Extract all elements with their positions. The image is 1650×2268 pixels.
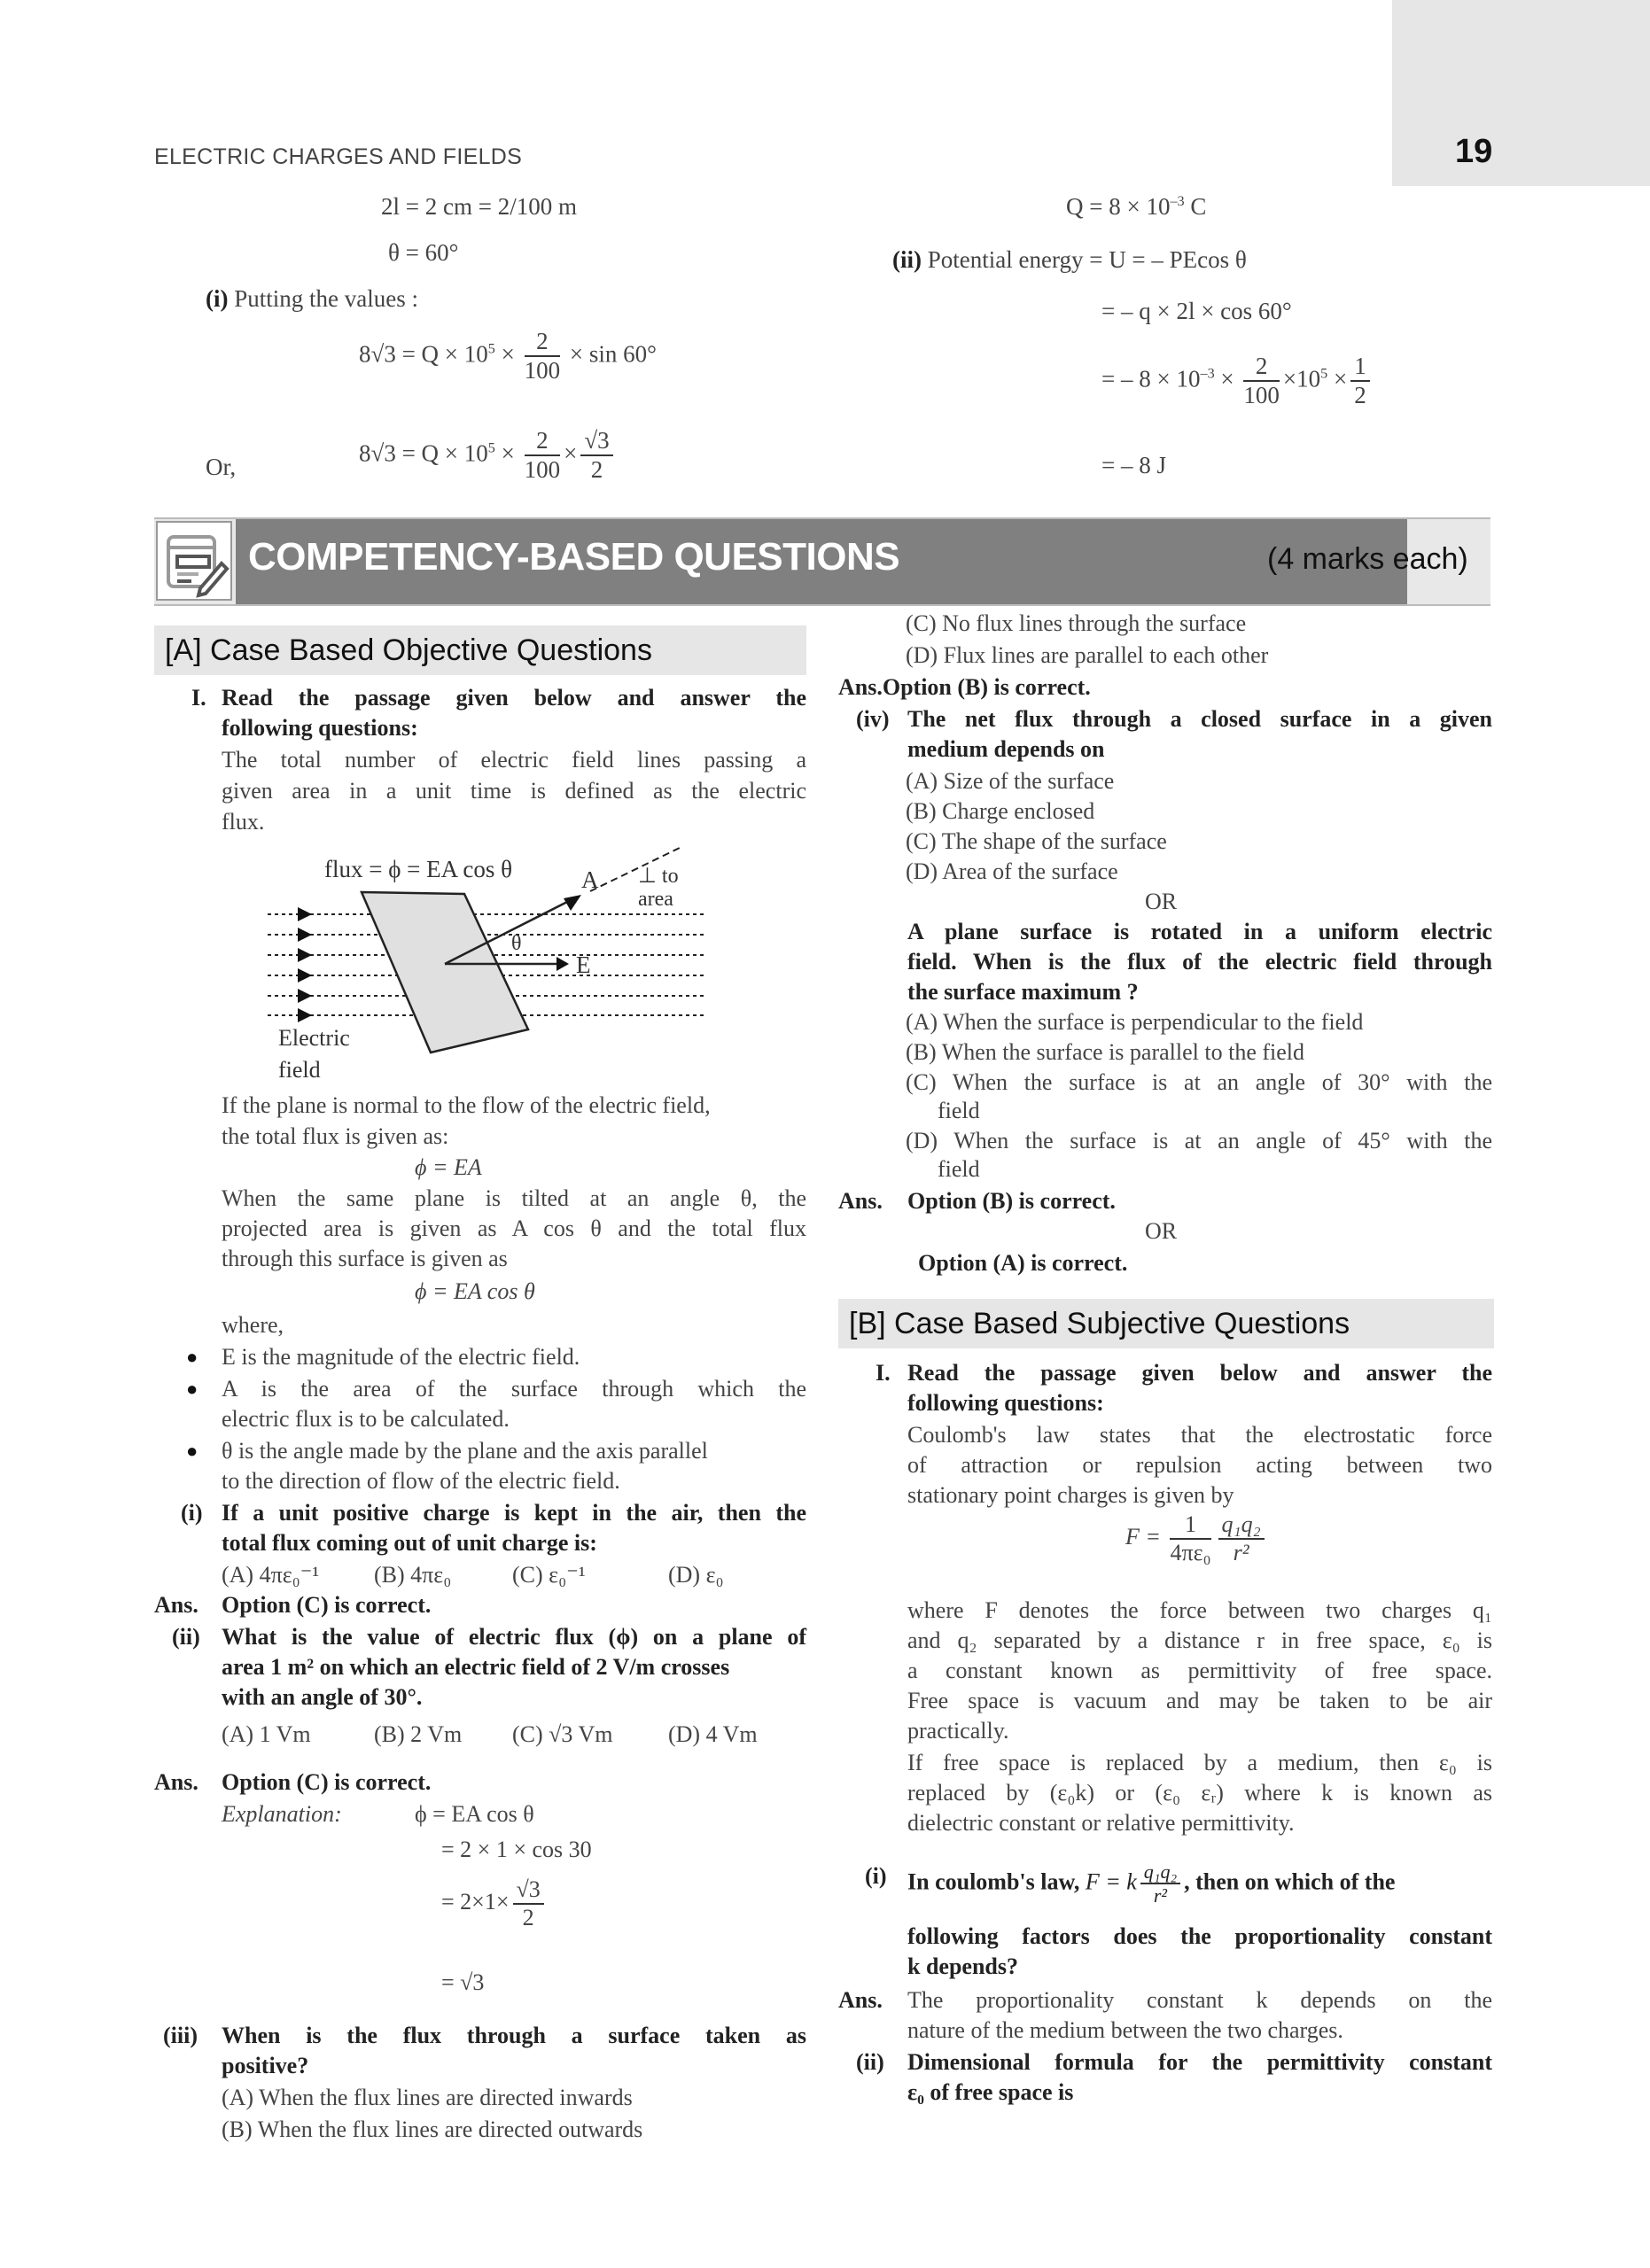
question-text: positive?	[222, 2053, 309, 2078]
fraction: $\frac{\text{q₁q₂}}{\text{r²}}$	[1140, 1860, 1180, 1907]
explanation-step: ϕ = EA cos θ	[415, 1801, 534, 1827]
passage-line: If free space is replaced by a medium, then ε₀ is	[907, 1750, 1492, 1775]
diagram-label-area: area	[638, 888, 673, 911]
diagram-label-theta: θ	[511, 932, 522, 955]
coulomb-formula: F = $\frac{1}{\text{4πε₀}}$ $\frac{\text{q₁q₂}}{\text{r²}}$	[1125, 1511, 1268, 1566]
answer-text: Option (B) is correct.	[907, 1188, 1116, 1214]
bullet-item: ● θ is the angle made by the plane and the axis parallel	[222, 1435, 708, 1466]
option: (D) When the surface is at an angle of 45° with the	[906, 1128, 1492, 1153]
question-intro: following questions:	[907, 1390, 1104, 1416]
answer-label: Ans.	[838, 1188, 883, 1214]
passage-line: through this surface is given as	[222, 1246, 508, 1271]
field-arrowheads	[298, 907, 312, 1022]
area-vector-arrowhead	[564, 895, 581, 911]
part-i-line	[206, 285, 418, 313]
flux-diagram	[252, 833, 712, 1090]
question-label: (iii)	[163, 2023, 198, 2048]
question-text: k depends?	[907, 1953, 1018, 1979]
option: (C) √3 Vm	[512, 1721, 613, 1747]
pe-step-2: = – $8 \times 10^{-3}$ × $\frac{2}{100}$ $\times 10^5$ × $\frac{1}{2}$	[1101, 353, 1374, 409]
passage-line: The total number of electric field lines passing a	[222, 747, 806, 773]
worksheet-pencil-icon	[156, 521, 232, 601]
fraction: $\frac{2}{100}$	[524, 328, 561, 384]
bullet-item-cont: to the direction of flow of the electric field.	[222, 1468, 620, 1494]
explanation-step: = 2 × 1 × cos 30	[441, 1837, 592, 1862]
explanation-step: = 2×1× $\frac{√3}{2}$	[441, 1876, 548, 1931]
option: (C) The shape of the surface	[906, 828, 1167, 854]
option: (C) No flux lines through the surface	[906, 610, 1247, 636]
fraction: $\frac{\text{q₁q₂}}{\text{r²}}$	[1218, 1511, 1265, 1566]
diagram-label-e: E	[576, 951, 591, 978]
where-label: where,	[222, 1312, 284, 1338]
option: (D) 4 Vm	[668, 1721, 758, 1747]
question-text: If a unit positive charge is kept in the air, then the	[222, 1500, 806, 1526]
question-number: I.	[191, 685, 206, 711]
option: (A) Size of the surface	[906, 768, 1115, 794]
or-separator: OR	[1145, 1218, 1178, 1244]
passage-line: of attraction or repulsion acting between two	[907, 1452, 1492, 1478]
question-text: In coulomb's law, F = k $\frac{\text{q₁q₂}}{\text{r²}}$ , then on which of the	[907, 1860, 1396, 1907]
or-separator: OR	[1145, 889, 1178, 914]
answer-text: Option (C) is correct.	[222, 1592, 432, 1618]
answer-label: Ans.	[154, 1769, 198, 1795]
passage-line: stationary point charges is given by	[907, 1482, 1234, 1508]
option: (C) ε₀⁻¹	[512, 1562, 586, 1588]
bullet-item: ● E is the magnitude of the electric field.	[222, 1341, 580, 1372]
option: (D) ε₀	[668, 1562, 724, 1588]
diagram-label-a: A	[581, 866, 599, 893]
question-text: The net flux through a closed surface in a given	[907, 706, 1492, 732]
part-ii-line: (ii) Potential energy = U = – PEcos θ	[892, 246, 1247, 273]
right-column	[838, 608, 1494, 2167]
passage-line: If the plane is normal to the flow of the electric field,	[222, 1092, 711, 1118]
given-theta: θ = 60°	[388, 239, 459, 266]
answer-text: Option (C) is correct.	[222, 1769, 432, 1795]
fraction: $\frac{2}{100}$	[524, 427, 561, 484]
question-text: What is the value of electric flux (ϕ) on a plane of	[222, 1624, 806, 1650]
given-2l: 2l = 2 cm = 2/100 m	[381, 193, 577, 220]
question-intro: Read the passage given below and answer the	[907, 1360, 1492, 1386]
option: (B) 4πε₀	[374, 1562, 452, 1588]
option: (A) When the flux lines are directed inwards	[222, 2085, 633, 2110]
question-label: (i)	[865, 1863, 887, 1889]
field-vector-arrowhead	[556, 957, 569, 971]
or-label: Or,	[206, 454, 237, 480]
question-text: Dimensional formula for the permittivity constant	[907, 2049, 1492, 2075]
section-banner	[154, 517, 1490, 606]
answer-text: nature of the medium between the two charges.	[907, 2017, 1343, 2043]
option: (D) Area of the surface	[906, 858, 1118, 884]
answer-text: Option (A) is correct.	[918, 1250, 1128, 1276]
option: (B) When the flux lines are directed outwards	[222, 2117, 643, 2142]
passage-line: flux.	[222, 809, 265, 835]
question-label: (i)	[181, 1500, 203, 1526]
question-intro: Read the passage given below and answer the	[222, 685, 806, 711]
answer-text: Ans.Option (B) is correct.	[838, 674, 1091, 700]
question-text: total flux coming out of unit charge is:	[222, 1530, 597, 1556]
passage-line: a constant known as permittivity of free space.	[907, 1658, 1492, 1683]
passage-line: the total flux is given as:	[222, 1123, 449, 1149]
left-column	[154, 620, 806, 2179]
page-number-box	[1392, 0, 1650, 186]
fraction: $\frac{1}{\text{4πε₀}}$	[1170, 1511, 1211, 1565]
pe-step-1: = – q × 2l × cos 60°	[1101, 298, 1292, 324]
passage-line: given area in a unit time is defined as the electric	[222, 778, 806, 804]
pe-step-3: = – 8 J	[1101, 452, 1166, 478]
passage-line: projected area is given as A cos θ and the total flux	[222, 1216, 806, 1241]
equation-2: $8√3 = Q \times 10^5$ × $\frac{2}{100}$ × $\frac{√3}{2}$	[359, 427, 617, 484]
option: (A) 4πε₀⁻¹	[222, 1562, 320, 1588]
section-a-heading: [A] Case Based Objective Questions	[154, 625, 806, 675]
equation-flux-normal: ϕ = EA	[415, 1154, 482, 1180]
bullet-item-cont: electric flux is to be calculated.	[222, 1406, 510, 1432]
running-title: ELECTRIC CHARGES AND FIELDS	[154, 144, 523, 169]
diagram-label-perp: ⊥ to	[638, 865, 679, 888]
question-label: (ii)	[172, 1624, 200, 1650]
passage-line: practically.	[907, 1718, 1009, 1744]
answer-label: Ans.	[154, 1592, 198, 1618]
answer-text: The proportionality constant k depends on the	[907, 1987, 1492, 2013]
passage-line: dielectric constant or relative permittivity.	[907, 1810, 1295, 1836]
question-text: field. When is the flux of the electric field through	[907, 949, 1492, 975]
question-text: area 1 m² on which an electric field of 2 V/m crosses	[222, 1654, 730, 1680]
explanation-label: Explanation:	[222, 1801, 342, 1827]
question-text: When is the flux through a surface taken as	[222, 2023, 806, 2048]
banner-marks: (4 marks each)	[1267, 542, 1468, 576]
fraction: $\frac{1}{2}$	[1350, 353, 1370, 409]
passage-line: and q₂ separated by a distance r in free space, ε₀ is	[907, 1627, 1492, 1653]
fraction: $\frac{2}{100}$	[1243, 353, 1280, 409]
diagram-formula: flux = ϕ = EA cos θ	[324, 856, 513, 882]
diagram-label-electric: Electric	[278, 1025, 350, 1051]
page-number: 19	[1455, 133, 1493, 170]
option: (A) 1 Vm	[222, 1721, 311, 1747]
question-text: with an angle of 30°.	[222, 1684, 423, 1710]
question-text: following factors does the proportionality constant	[907, 1923, 1492, 1949]
option-cont: field	[938, 1156, 980, 1182]
equation-flux-tilted: ϕ = EA cos θ	[415, 1278, 535, 1304]
q-value: $Q = 8 \times 10^{-3}$ C	[1066, 193, 1207, 220]
equation-1: $8√3 = Q \times 10^5$ × $\frac{2}{100}$ × sin 60°	[359, 328, 657, 384]
section-b-heading: [B] Case Based Subjective Questions	[838, 1299, 1494, 1348]
passage-line: Free space is vacuum and may be taken to be air	[907, 1688, 1492, 1713]
option: (C) When the surface is at an angle of 30° with the	[906, 1069, 1492, 1095]
part-i-label: (i)	[206, 285, 229, 312]
question-intro: following questions:	[222, 715, 418, 741]
option: (B) Charge enclosed	[906, 798, 1095, 824]
question-text: the surface maximum ?	[907, 979, 1139, 1005]
question-label: (ii)	[856, 2049, 884, 2075]
option: (A) When the surface is perpendicular to the field	[906, 1009, 1364, 1035]
question-text: A plane surface is rotated in a uniform electric	[907, 919, 1492, 944]
question-number: I.	[876, 1360, 891, 1386]
question-label: (iv)	[856, 706, 890, 732]
diagram-label-field: field	[278, 1057, 321, 1083]
option-cont: field	[938, 1098, 980, 1123]
option: (D) Flux lines are parallel to each other	[906, 642, 1269, 668]
fraction: $\frac{√3}{2}$	[580, 427, 612, 484]
question-text: ε₀ of free space is	[907, 2079, 1074, 2105]
banner-title: COMPETENCY-BASED QUESTIONS	[248, 535, 900, 579]
explanation-step: = √3	[441, 1969, 485, 1995]
passage-line: When the same plane is tilted at an angle θ, the	[222, 1185, 806, 1211]
part-i-text: Putting the values :	[234, 285, 418, 312]
option: (B) 2 Vm	[374, 1721, 463, 1747]
answer-label: Ans.	[838, 1987, 883, 2013]
passage-line: Coulomb's law states that the electrostatic force	[907, 1422, 1492, 1448]
tilted-plane	[362, 892, 528, 1052]
fraction: $\frac{√3}{2}$	[513, 1876, 544, 1931]
passage-line: where F denotes the force between two charges q₁	[907, 1597, 1492, 1623]
passage-line: replaced by (ε₀k) or (ε₀ εᵣ) where k is known as	[907, 1780, 1492, 1806]
option: (B) When the surface is parallel to the field	[906, 1039, 1305, 1065]
bullet-item: ● A is the area of the surface through which the	[222, 1373, 806, 1404]
question-text: medium depends on	[907, 736, 1105, 762]
